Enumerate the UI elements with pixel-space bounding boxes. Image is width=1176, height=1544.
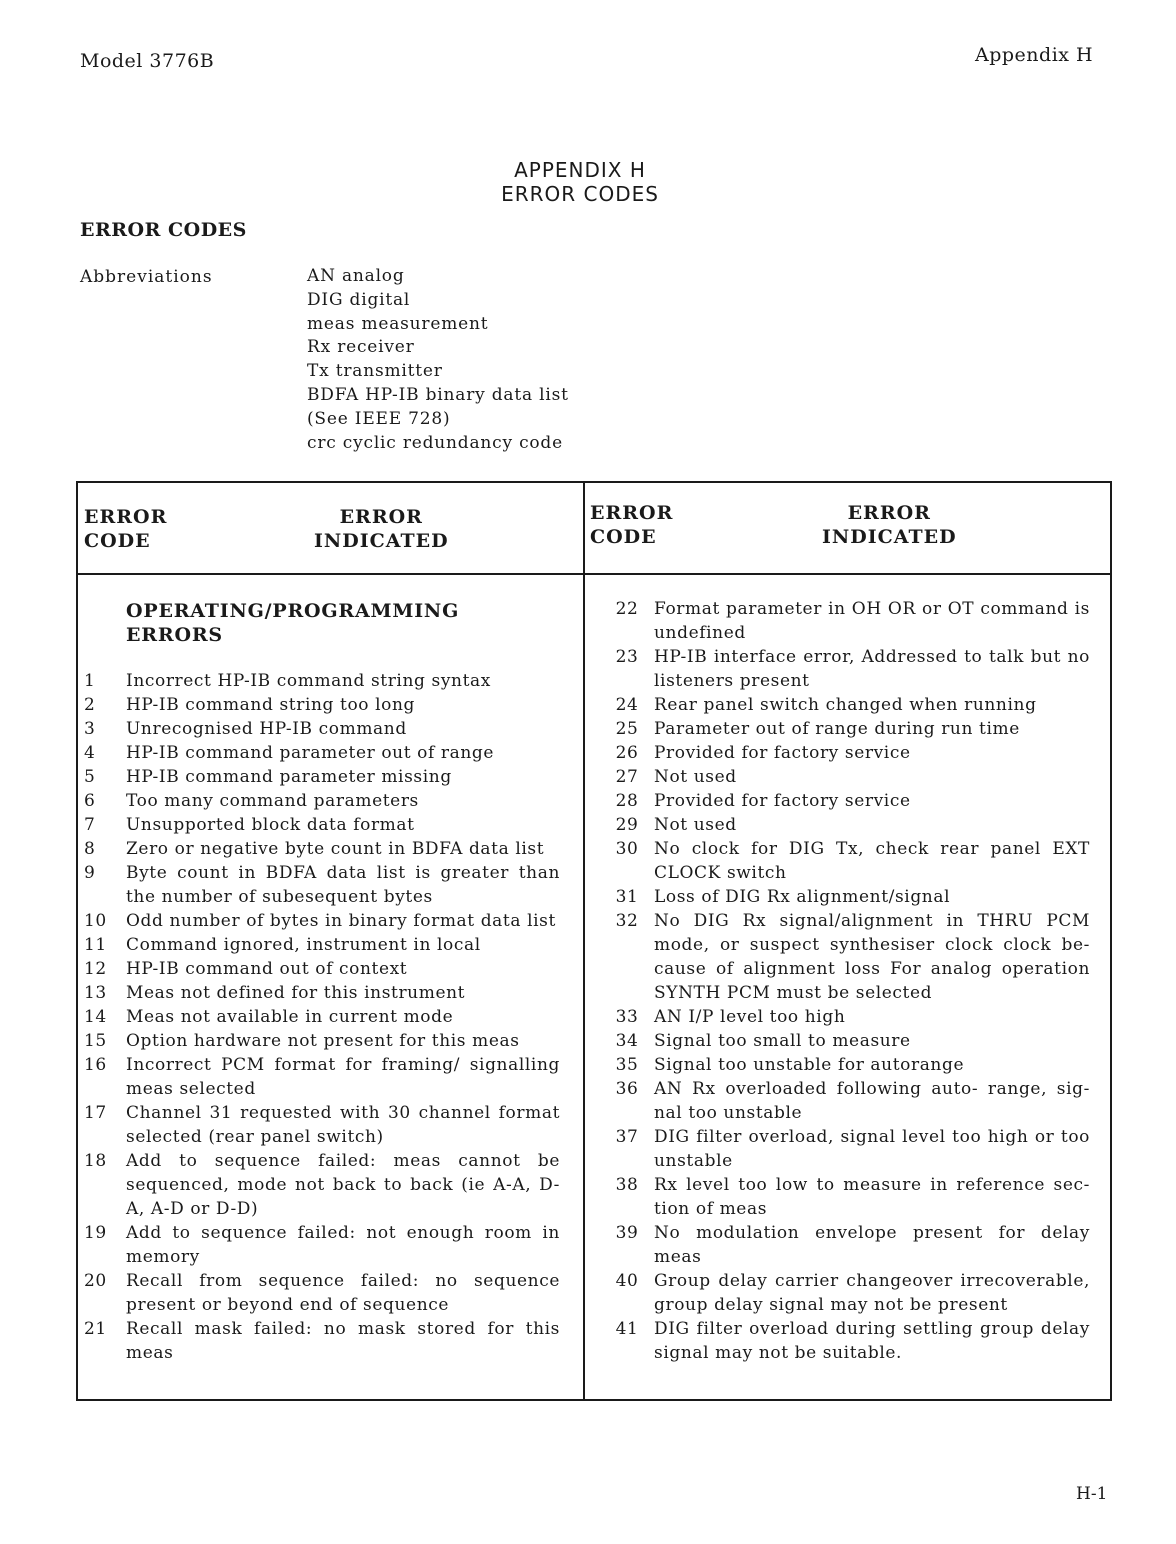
error-code: 9: [84, 863, 96, 883]
error-description: Channel 31 requested with 30 channel format selected (rear panel switch): [126, 1103, 560, 1147]
error-code: 17: [84, 1103, 107, 1123]
abbreviation-item: BDFA HP-IB binary data list: [307, 384, 569, 405]
error-description: Rear panel switch changed when running: [654, 695, 1037, 715]
error-code: 28: [615, 791, 639, 811]
error-description: Provided for factory service: [654, 791, 911, 811]
error-row: [84, 741, 560, 765]
abbreviations-label: Abbreviations: [80, 267, 213, 287]
error-description: Format parameter in OH OR or OT command is undefined: [654, 599, 1090, 643]
error-description: AN Rx overloaded following auto- range, sig-nal too unstable: [654, 1079, 1090, 1123]
error-row: [604, 1005, 1090, 1029]
abbreviation-item: AN analog: [307, 266, 405, 286]
error-row: [84, 981, 560, 1005]
error-code: 4: [84, 743, 96, 763]
error-description: AN I/P level too high: [654, 1007, 846, 1027]
error-description: Zero or negative byte count in BDFA data list: [126, 839, 545, 859]
error-description: Byte count in BDFA data list is greater than the number of subesequent bytes: [126, 863, 560, 907]
error-code: 20: [84, 1271, 107, 1291]
error-description: Not used: [654, 815, 737, 835]
error-row: [84, 1053, 560, 1101]
abbreviation-item: (See IEEE 728): [307, 408, 451, 429]
error-row: [604, 1125, 1090, 1173]
abbreviation-item: DIG digital: [307, 289, 411, 310]
error-description: Meas not defined for this instrument: [126, 983, 466, 1003]
error-description: Signal too unstable for autorange: [654, 1055, 965, 1075]
error-row: [604, 1053, 1090, 1077]
left-code-header: ERROR CODE: [84, 506, 168, 552]
error-code: 18: [84, 1151, 107, 1171]
error-row: [604, 1317, 1090, 1365]
error-description: Option hardware not present for this meas: [126, 1031, 520, 1051]
error-description: Rx level too low to measure in reference sec-tion of meas: [654, 1175, 1090, 1219]
error-code: 2: [84, 695, 96, 715]
error-code: 7: [84, 815, 96, 835]
error-code: 27: [615, 767, 639, 787]
error-description: Command ignored, instrument in local: [126, 935, 481, 955]
error-row: [84, 837, 560, 861]
left-indicated-header: ERROR INDICATED: [314, 506, 449, 552]
error-codes-table: [76, 481, 1112, 1401]
error-row: [604, 765, 1090, 789]
abbreviations-list: [307, 265, 569, 455]
error-description: Too many command parameters: [126, 791, 419, 811]
page-subtitle: ERROR CODES: [501, 182, 659, 206]
error-row: [84, 1149, 560, 1221]
error-row: [604, 837, 1090, 885]
category-heading: OPERATING/PROGRAMMING ERRORS: [126, 600, 460, 646]
error-row: [84, 1029, 560, 1053]
error-description: Recall mask failed: no mask stored for this meas: [126, 1319, 560, 1363]
error-row: [84, 765, 560, 789]
error-code: 24: [615, 695, 639, 715]
error-description: HP-IB command parameter missing: [126, 767, 452, 787]
error-code: 14: [84, 1007, 107, 1027]
error-row: [84, 813, 560, 837]
error-description: Provided for factory service: [654, 743, 911, 763]
error-code: 38: [615, 1175, 639, 1195]
left-error-column: [84, 599, 560, 1365]
error-row: [84, 861, 560, 909]
error-code: 23: [615, 647, 639, 667]
error-row: [84, 669, 560, 693]
error-code: 30: [615, 839, 639, 859]
error-row: [84, 957, 560, 981]
right-code-header: ERROR CODE: [590, 502, 674, 548]
error-description: HP-IB command parameter out of range: [126, 743, 495, 763]
error-row: [604, 1029, 1090, 1053]
abbreviation-item: crc cyclic redundancy code: [307, 432, 563, 453]
error-code: 11: [84, 935, 107, 955]
error-code: 10: [84, 911, 107, 931]
error-code: 8: [84, 839, 96, 859]
header-appendix: Appendix H: [975, 44, 1094, 66]
error-description: Recall from sequence failed: no sequence present or beyond end of sequence: [126, 1271, 560, 1315]
error-code: 32: [615, 911, 639, 931]
error-description: Unsupported block data format: [126, 815, 415, 835]
error-code: 5: [84, 767, 96, 787]
error-code: 15: [84, 1031, 107, 1051]
error-code: 41: [615, 1319, 639, 1339]
error-description: Signal too small to measure: [654, 1031, 911, 1051]
error-description: Meas not available in current mode: [126, 1007, 454, 1027]
error-row: [84, 909, 560, 933]
error-description: Not used: [654, 767, 737, 787]
error-description: Add to sequence failed: not enough room in memory: [126, 1223, 560, 1267]
error-code: 13: [84, 983, 107, 1003]
error-code: 21: [84, 1319, 107, 1339]
error-row: [84, 1269, 560, 1317]
error-description: Incorrect HP-IB command string syntax: [126, 671, 491, 691]
error-description: No clock for DIG Tx, check rear panel EXT CLOCK switch: [654, 839, 1090, 883]
error-code: 35: [615, 1055, 639, 1075]
error-row: [604, 717, 1090, 741]
error-row: [84, 693, 560, 717]
page-title: APPENDIX H: [514, 158, 646, 182]
error-description: Odd number of bytes in binary format data list: [126, 911, 556, 931]
error-row: [604, 1269, 1090, 1317]
error-code: 19: [84, 1223, 107, 1243]
error-row: [84, 1317, 560, 1365]
error-description: HP-IB command out of context: [126, 959, 408, 979]
header-model: Model 3776B: [80, 50, 215, 72]
error-code: 3: [84, 719, 96, 739]
error-description: Incorrect PCM format for framing/ signalling meas selected: [126, 1055, 560, 1099]
error-description: Group delay carrier changeover irrecoverable, group delay signal may not be present: [654, 1271, 1090, 1315]
error-code: 31: [615, 887, 639, 907]
error-code: 16: [84, 1055, 107, 1075]
error-code: 12: [84, 959, 107, 979]
error-code: 22: [615, 599, 639, 619]
error-code: 6: [84, 791, 96, 811]
header-divider: [78, 573, 1110, 575]
error-row: [604, 645, 1090, 693]
error-description: Unrecognised HP-IB command: [126, 719, 407, 739]
error-row: [604, 813, 1090, 837]
right-error-column: [604, 597, 1090, 1365]
error-description: DIG filter overload during settling group delay signal may not be suitable.: [654, 1319, 1090, 1363]
error-code: 34: [615, 1031, 639, 1051]
error-description: Parameter out of range during run time: [654, 719, 1020, 739]
error-code: 39: [615, 1223, 639, 1243]
page-number: H-1: [1076, 1484, 1108, 1504]
error-row: [84, 1221, 560, 1269]
abbreviation-item: Rx receiver: [307, 337, 415, 358]
error-description: No DIG Rx signal/alignment in THRU PCM mode, or suspect synthesiser clock clock be-cause of alignment loss For analog operation SYNTH PCM must be selected: [654, 911, 1090, 1003]
error-description: Loss of DIG Rx alignment/signal: [654, 887, 951, 907]
error-row: [84, 1005, 560, 1029]
abbreviation-item: Tx transmitter: [307, 361, 443, 382]
error-code: 36: [615, 1079, 639, 1099]
error-row: [604, 597, 1090, 645]
error-code: 1: [84, 671, 96, 691]
column-divider: [583, 483, 585, 1399]
error-code: 25: [615, 719, 639, 739]
error-code: 37: [615, 1127, 639, 1147]
error-row: [604, 1173, 1090, 1221]
error-description: HP-IB interface error, Addressed to talk but no listeners present: [654, 647, 1090, 691]
error-row: [604, 741, 1090, 765]
right-indicated-header: ERROR INDICATED: [822, 502, 957, 548]
error-description: HP-IB command string too long: [126, 695, 416, 715]
error-row: [84, 933, 560, 957]
error-code: 26: [615, 743, 639, 763]
error-row: [604, 909, 1090, 1005]
error-row: [604, 1077, 1090, 1125]
abbreviation-item: meas measurement: [307, 313, 489, 334]
error-code: 29: [615, 815, 639, 835]
error-description: Add to sequence failed: meas cannot be sequenced, mode not back to back (ie A-A, D-A, A-D or D-D): [126, 1151, 560, 1219]
error-description: No modulation envelope present for delay meas: [654, 1223, 1090, 1267]
error-code: 40: [615, 1271, 639, 1291]
error-description: DIG filter overload, signal level too high or too unstable: [654, 1127, 1090, 1171]
error-row: [84, 789, 560, 813]
error-row: [604, 693, 1090, 717]
error-row: [604, 789, 1090, 813]
error-code: 33: [615, 1007, 639, 1027]
error-row: [604, 1221, 1090, 1269]
error-row: [84, 1101, 560, 1149]
error-row: [604, 885, 1090, 909]
section-title: ERROR CODES: [80, 219, 247, 241]
error-row: [84, 717, 560, 741]
